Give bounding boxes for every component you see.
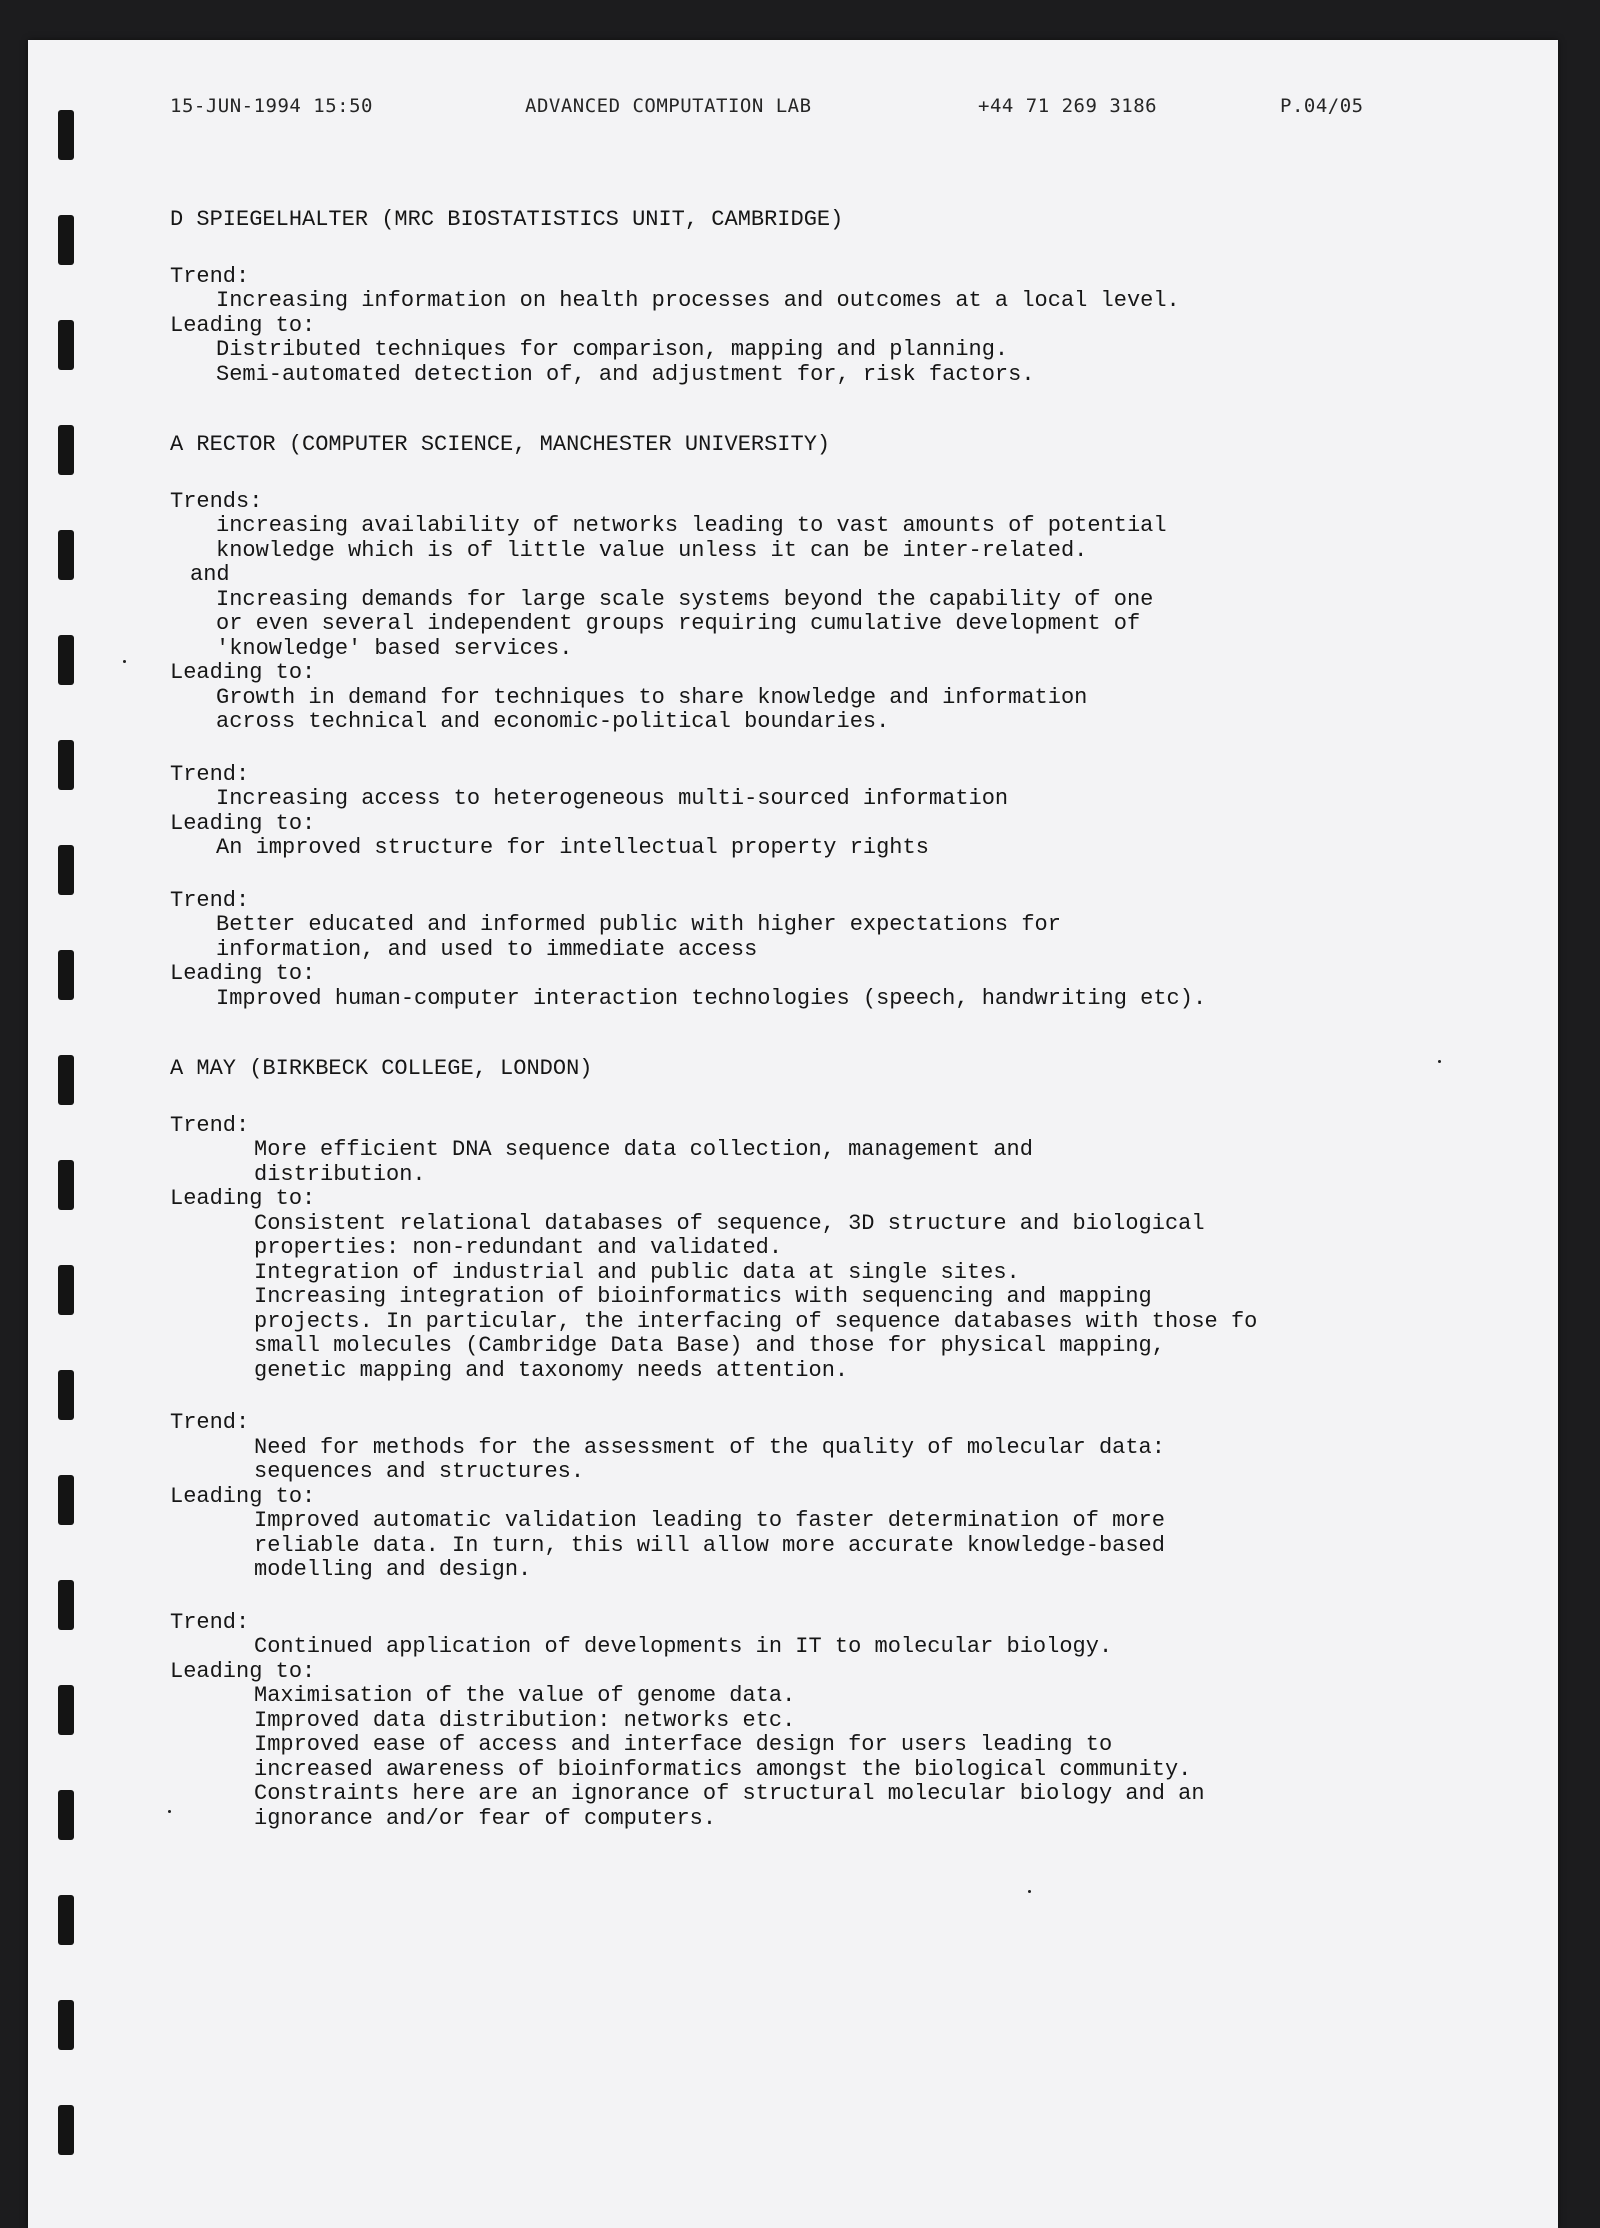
fax-organisation: ADVANCED COMPUTATION LAB (525, 95, 812, 117)
trend-block (170, 889, 1500, 1012)
binder-hole (58, 2105, 74, 2155)
trend-line: sequences and structures. (254, 1459, 585, 1484)
binder-hole (58, 1370, 74, 1420)
leading-to-line: Improved data distribution: networks etc. (254, 1707, 796, 1733)
leading-to-label: Leading to: (170, 660, 316, 685)
leading-to-line: increased awareness of bioinformatics amongst the biological community. (254, 1756, 1192, 1782)
binder-hole (58, 950, 74, 1000)
trend-line: 'knowledge' based services. (216, 635, 573, 661)
leading-to-label: Leading to: (170, 961, 316, 986)
trend-line: increasing availability of networks leading to vast amounts of potential (216, 513, 1167, 538)
leading-to-line: modelling and design. (254, 1557, 532, 1582)
trend-block (170, 1411, 1500, 1583)
fax-date-time: 15-JUN-1994 15:50 (170, 95, 373, 117)
leading-to-line: Consistent relational databases of sequence, 3D structure and biological (254, 1210, 1205, 1236)
leading-to-line: genetic mapping and taxonomy needs attention. (254, 1357, 849, 1383)
leading-to-label: Leading to: (170, 1186, 316, 1211)
trend-block (170, 490, 1500, 735)
contributor-section (170, 208, 1500, 387)
fax-page-number: P.04/05 (1280, 95, 1364, 117)
binder-hole (58, 1265, 74, 1315)
binder-hole (58, 215, 74, 265)
trend-line: Increasing demands for large scale systems beyond the capability of one (216, 586, 1154, 612)
leading-to-line: small molecules (Cambridge Data Base) and those for physical mapping, (254, 1333, 1165, 1358)
trend-label: Trends: (170, 488, 263, 514)
leading-to-line: reliable data. In turn, this will allow more accurate knowledge-based (254, 1532, 1165, 1558)
trend-line: Continued application of developments in IT to molecular biology. (254, 1634, 1113, 1659)
scan-speck (123, 660, 126, 663)
trend-line: Increasing access to heterogeneous multi-sourced information (216, 786, 1009, 811)
binder-hole (58, 2000, 74, 2050)
trend-block (170, 1114, 1500, 1384)
leading-to-line: An improved structure for intellectual property rights (216, 835, 929, 860)
contributor-heading: D SPIEGELHALTER (MRC BIOSTATISTICS UNIT, CAMBRIDGE) (170, 207, 844, 232)
leading-to-line: properties: non-redundant and validated. (254, 1235, 783, 1260)
trend-line: distribution. (254, 1161, 426, 1187)
leading-to-line: Constraints here are an ignorance of structural molecular biology and an (254, 1781, 1205, 1806)
leading-to-line: ignorance and/or fear of computers. (254, 1805, 717, 1831)
binder-hole (58, 1055, 74, 1105)
trend-line: information, and used to immediate access (216, 936, 758, 962)
trend-line: knowledge which is of little value unless it can be inter-related. (216, 537, 1088, 563)
leading-to-label: Leading to: (170, 312, 316, 338)
trend-line: Increasing information on health processes and outcomes at a local level. (216, 288, 1180, 313)
trend-line: or even several independent groups requiring cumulative development of (216, 611, 1141, 636)
and-connector: and (190, 562, 230, 587)
binder-hole (58, 425, 74, 475)
binder-hole (58, 110, 74, 160)
binder-hole (58, 635, 74, 685)
trend-label: Trend: (170, 887, 250, 913)
contributor-heading: A MAY (BIRKBECK COLLEGE, LONDON) (170, 1056, 593, 1081)
leading-to-line: Semi-automated detection of, and adjustment for, risk factors. (216, 361, 1035, 387)
binder-hole (58, 740, 74, 790)
trend-line: Better educated and informed public with higher expectations for (216, 912, 1061, 937)
document-body (170, 208, 1500, 1877)
binder-hole (58, 1790, 74, 1840)
leading-to-label: Leading to: (170, 1658, 316, 1684)
binder-hole (58, 1685, 74, 1735)
trend-block (170, 265, 1500, 388)
leading-to-line: Distributed techniques for comparison, mapping and planning. (216, 337, 1009, 362)
trend-block (170, 763, 1500, 861)
leading-to-line: Improved human-computer interaction technologies (speech, handwriting etc). (216, 985, 1207, 1011)
contributor-section (170, 433, 1500, 1011)
leading-to-label: Leading to: (170, 810, 316, 836)
leading-to-line: Growth in demand for techniques to share knowledge and information (216, 684, 1088, 710)
fax-phone-number: +44 71 269 3186 (978, 95, 1158, 117)
leading-to-line: projects. In particular, the interfacing of sequence databases with those fo (254, 1308, 1258, 1334)
binder-hole (58, 320, 74, 370)
trend-line: Need for methods for the assessment of the quality of molecular data: (254, 1434, 1165, 1460)
trend-label: Trend: (170, 1410, 250, 1435)
trend-line: More efficient DNA sequence data collection, management and (254, 1137, 1033, 1162)
leading-to-line: Increasing integration of bioinformatics with sequencing and mapping (254, 1284, 1152, 1309)
trend-label: Trend: (170, 1609, 250, 1635)
trend-label: Trend: (170, 263, 250, 289)
scan-speck (1028, 1890, 1031, 1893)
leading-to-label: Leading to: (170, 1483, 316, 1509)
trend-block (170, 1611, 1500, 1832)
leading-to-line: Improved ease of access and interface design for users leading to (254, 1732, 1113, 1757)
leading-to-line: Integration of industrial and public data at single sites. (254, 1259, 1020, 1285)
binder-hole (58, 1895, 74, 1945)
binder-hole (58, 1475, 74, 1525)
leading-to-line: across technical and economic-political boundaries. (216, 709, 890, 734)
binder-hole (58, 1580, 74, 1630)
trend-label: Trend: (170, 761, 250, 787)
binder-hole (58, 530, 74, 580)
leading-to-line: Improved automatic validation leading to faster determination of more (254, 1508, 1165, 1533)
binder-hole (58, 1160, 74, 1210)
contributor-heading: A RECTOR (COMPUTER SCIENCE, MANCHESTER UNIVERSITY) (170, 432, 831, 457)
binder-hole (58, 845, 74, 895)
leading-to-line: Maximisation of the value of genome data. (254, 1683, 796, 1708)
contributor-section (170, 1057, 1500, 1831)
trend-label: Trend: (170, 1112, 250, 1138)
